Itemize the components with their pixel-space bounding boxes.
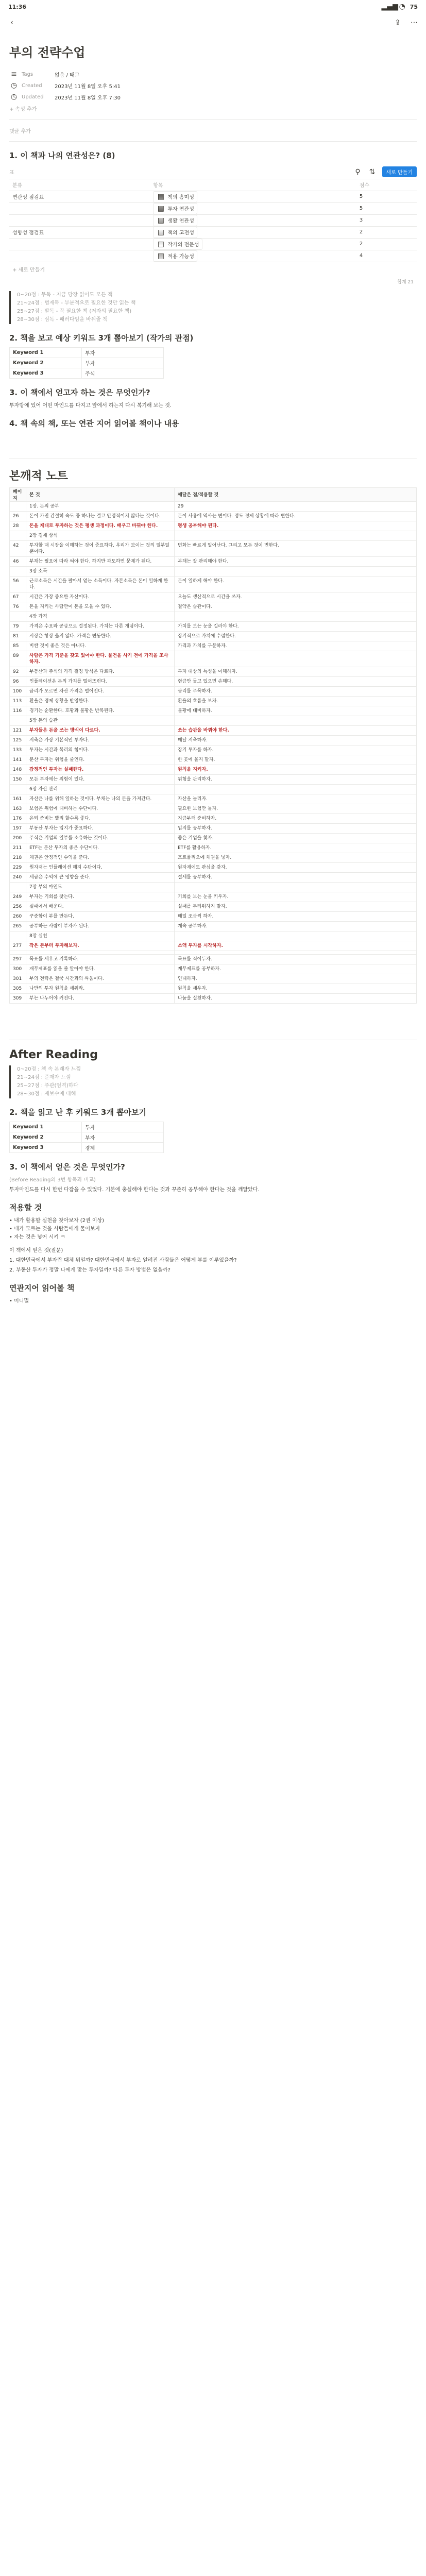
realized-cell: 인내하자. bbox=[175, 974, 417, 984]
seen-cell: 가격은 수요와 공급으로 결정된다. 가치는 다른 개념이다. bbox=[26, 621, 175, 631]
notes-row[interactable] bbox=[10, 556, 417, 566]
seen-cell: 돈을 제대로 투자하는 것은 평생 과정이다. 배우고 바꿔야 한다. bbox=[26, 521, 175, 531]
notes-row[interactable] bbox=[10, 735, 417, 745]
page-number-cell: 256 bbox=[10, 902, 26, 911]
keyword-table bbox=[9, 1122, 164, 1153]
sort-icon[interactable]: ⇅ bbox=[369, 167, 376, 176]
page-number-cell: 113 bbox=[10, 696, 26, 706]
notes-row[interactable] bbox=[10, 755, 417, 765]
column-header[interactable]: 항목 bbox=[150, 179, 356, 191]
paragraph[interactable]: 이 책에서 얻은 것(질문) bbox=[9, 1247, 63, 1253]
realized-cell: 금리를 주목하자. bbox=[175, 686, 417, 696]
page-number-cell: 79 bbox=[10, 621, 26, 631]
realized-cell: 불황에 대비하자. bbox=[175, 706, 417, 716]
page-number-cell bbox=[10, 531, 26, 540]
seen-cell: 부동산 투자는 입지가 중요하다. bbox=[26, 823, 175, 833]
seen-cell: 근로소득은 시간을 팔아서 얻는 소득이다. 자본소득은 돈이 일하게 한다. bbox=[26, 576, 175, 592]
seen-cell: 공부하는 사람이 부자가 된다. bbox=[26, 921, 175, 931]
section-heading: 2. 책을 읽고 난 후 키워드 3개 뽑아보기 bbox=[9, 1107, 146, 1117]
list-item[interactable]: • 미니멀 bbox=[9, 1297, 417, 1306]
page-number-cell: 56 bbox=[10, 576, 26, 592]
notes-row[interactable] bbox=[10, 951, 417, 954]
notes-row[interactable] bbox=[10, 774, 417, 784]
seen-cell: 5장 돈의 습관 bbox=[26, 716, 175, 725]
realized-cell: 지금부터 준비하자. bbox=[175, 814, 417, 823]
seen-cell: 은퇴 준비는 빨리 할수록 좋다. bbox=[26, 814, 175, 823]
realized-cell: 가격과 가치를 구분하자. bbox=[175, 641, 417, 651]
notes-row[interactable] bbox=[10, 576, 417, 592]
table-row[interactable]: 성향성 점검표 ▤ 책의 고전성 2 bbox=[9, 226, 417, 238]
signal-icon: ▂▄▆ bbox=[381, 3, 398, 11]
page-number-cell bbox=[10, 716, 26, 725]
page-number-cell bbox=[10, 784, 26, 794]
realized-cell: 평생 공부해야 된다. bbox=[175, 521, 417, 531]
notes-row[interactable] bbox=[10, 540, 417, 556]
realized-cell: 쓰는 습관을 바꿔야 한다. bbox=[175, 725, 417, 735]
seen-cell: 사람은 가격 기준을 갖고 있어야 한다. 물건을 사기 전에 가격을 조사하자. bbox=[26, 651, 175, 667]
table-row: Keyword 1 투자 bbox=[10, 1122, 164, 1132]
notes-row[interactable] bbox=[10, 531, 417, 540]
section-heading: 2. 책을 보고 예상 키워드 3개 뽑아보기 (작가의 관점) bbox=[9, 333, 194, 343]
seen-cell: 투자할 때 시장을 이해하는 것이 중요하다. 우리가 보이는 것의 일부일 뿐이다. bbox=[26, 540, 175, 556]
list-item[interactable]: • 자는 것은 넣어 시키 ㅋ bbox=[9, 1233, 417, 1242]
notes-row[interactable] bbox=[10, 814, 417, 823]
clock-icon: ◷ bbox=[10, 93, 18, 101]
realized-cell bbox=[175, 531, 417, 540]
page-number-cell: 265 bbox=[10, 921, 26, 931]
notes-heading: 본깨적 노트 bbox=[9, 469, 68, 483]
score-scale-quote: 0~20점 : 무독 - 지금 당장 읽어도 모든 책 21~24점 : 범재독 - 부분적으로 필요한 것만 읽는 책 25~27점 : 발독 - 꼭 필요한 책 (저자의 필요한 책) 28~30점 : 심독 - 패러다임을 바꿔줄 책 bbox=[9, 291, 417, 324]
page-number-cell: 141 bbox=[10, 755, 26, 765]
seen-cell: 부채는 필요에 따라 써야 한다. 하지만 과도하면 문제가 된다. bbox=[26, 556, 175, 566]
realized-cell: 한 곳에 몰지 말자. bbox=[175, 755, 417, 765]
column-header[interactable]: 페이지 bbox=[10, 487, 26, 501]
seen-cell: 부는 나누어야 커진다. bbox=[26, 993, 175, 1003]
realized-cell: 소액 투자를 시작하자. bbox=[175, 941, 417, 951]
realized-cell: 장기적으로 가치에 수렴한다. bbox=[175, 631, 417, 641]
realized-cell: 나눔을 실천하자. bbox=[175, 993, 417, 1003]
page-number-cell: 133 bbox=[10, 745, 26, 755]
notes-row[interactable] bbox=[10, 592, 417, 602]
realized-cell: 계속 공부하자. bbox=[175, 921, 417, 931]
notes-row[interactable] bbox=[10, 892, 417, 902]
page-number-cell: 211 bbox=[10, 843, 26, 853]
column-header[interactable]: 점수 bbox=[356, 179, 417, 191]
column-header[interactable]: 깨달은 점/적용할 것 bbox=[175, 487, 417, 501]
battery-level: 75 bbox=[410, 3, 418, 10]
notes-row[interactable] bbox=[10, 941, 417, 951]
sum-calculation[interactable]: 합계 21 bbox=[397, 279, 414, 285]
seen-cell: 경기는 순환한다. 호황과 불황은 반복된다. bbox=[26, 706, 175, 716]
status-time: 11:36 bbox=[8, 3, 27, 10]
realized-cell: 매달 저축하자. bbox=[175, 735, 417, 745]
table-row[interactable]: ▤ 적용 가능성 4 bbox=[9, 250, 417, 262]
notes-row[interactable] bbox=[10, 725, 417, 735]
page-number-cell: 309 bbox=[10, 993, 26, 1003]
seen-cell: 부자는 기회를 찾는다. bbox=[26, 892, 175, 902]
seen-cell: 돈을 지키는 사람만이 돈을 모을 수 있다. bbox=[26, 602, 175, 612]
filter-icon[interactable]: ⚲ bbox=[355, 167, 361, 176]
table-row[interactable]: ▤ 작가의 전문성 2 bbox=[9, 238, 417, 250]
section-heading: 1. 이 책과 나의 연관성은? (8) bbox=[9, 151, 115, 160]
notes-row[interactable] bbox=[10, 954, 417, 964]
realized-cell: 목표를 적어두자. bbox=[175, 954, 417, 964]
seen-cell: 부자들은 돈을 쓰는 방식이 다르다. bbox=[26, 725, 175, 735]
notes-row[interactable] bbox=[10, 566, 417, 576]
after-scale-quote: 0~20점 : 책 속 본래자 느낌 21~24점 : 준재자 느낌 25~27점 : 주관(엄격)하다 28~30점 : 재보수에 대해 bbox=[9, 1065, 417, 1098]
notes-row[interactable] bbox=[10, 667, 417, 676]
notes-row[interactable] bbox=[10, 853, 417, 862]
realized-cell: 실패를 두려워하지 말자. bbox=[175, 902, 417, 911]
realized-cell: 기회를 보는 눈을 키우자. bbox=[175, 892, 417, 902]
notes-row[interactable] bbox=[10, 984, 417, 993]
notes-table bbox=[9, 487, 417, 1004]
realized-cell: 매일 조금씩 하자. bbox=[175, 911, 417, 921]
new-row-button[interactable]: 새로 만들기 bbox=[382, 166, 417, 177]
notes-row[interactable] bbox=[10, 902, 417, 911]
realized-cell: 필요한 보험만 들자. bbox=[175, 804, 417, 814]
seen-cell: 세금은 수익에 큰 영향을 준다. bbox=[26, 872, 175, 882]
seen-cell: 모든 투자에는 위험이 있다. bbox=[26, 774, 175, 784]
page-number-cell: 161 bbox=[10, 794, 26, 804]
score-table bbox=[9, 179, 417, 262]
section-heading: 3. 이 책에서 얻은 것은 무엇인가? bbox=[9, 1162, 125, 1172]
page-number-cell bbox=[10, 566, 26, 576]
page-number-cell: 121 bbox=[10, 725, 26, 735]
notes-row[interactable] bbox=[10, 833, 417, 843]
table-row[interactable]: 연관성 점검표 ▤ 책의 흥미성 5 bbox=[9, 191, 417, 202]
realized-cell: 재무제표를 공부하자. bbox=[175, 964, 417, 974]
seen-cell: 8장 실천 bbox=[26, 931, 175, 941]
notes-row[interactable] bbox=[10, 964, 417, 974]
realized-cell: 절약은 습관이다. bbox=[175, 602, 417, 612]
realized-cell: 돈이 일하게 해야 한다. bbox=[175, 576, 417, 592]
table-row: Keyword 3 경제 bbox=[10, 1142, 164, 1153]
page-number-cell: 300 bbox=[10, 964, 26, 974]
seen-cell: 7장 부의 마인드 bbox=[26, 882, 175, 892]
realized-cell bbox=[175, 951, 417, 954]
notes-row[interactable] bbox=[10, 745, 417, 755]
page-number-cell: 260 bbox=[10, 911, 26, 921]
section-heading: 연관지어 읽어볼 책 bbox=[9, 1283, 75, 1293]
page-number-cell: 301 bbox=[10, 974, 26, 984]
page-number-cell: 100 bbox=[10, 686, 26, 696]
subheading: (Before Reading의 3번 항목과 비교) bbox=[9, 1177, 96, 1183]
realized-cell bbox=[175, 784, 417, 794]
notes-row[interactable] bbox=[10, 882, 417, 892]
realized-cell: 원칙을 지키자. bbox=[175, 765, 417, 774]
notes-row[interactable] bbox=[10, 501, 417, 511]
realized-cell: 입지를 공부하자. bbox=[175, 823, 417, 833]
notes-row[interactable] bbox=[10, 993, 417, 1003]
page-number-cell: 67 bbox=[10, 592, 26, 602]
add-row-button[interactable]: + 새로 만들기 bbox=[12, 267, 45, 273]
notes-row[interactable] bbox=[10, 921, 417, 931]
realized-cell: 부채는 잘 관리해야 한다. bbox=[175, 556, 417, 566]
realized-cell bbox=[175, 716, 417, 725]
top-nav bbox=[0, 13, 426, 32]
realized-cell: 절세를 공부하자. bbox=[175, 872, 417, 882]
apply-list bbox=[9, 1217, 417, 1242]
notes-row[interactable] bbox=[10, 784, 417, 794]
seen-cell: 작은 돈부터 투자해보자. bbox=[26, 941, 175, 951]
notes-row[interactable] bbox=[10, 676, 417, 686]
realized-cell: 장기 투자를 하자. bbox=[175, 745, 417, 755]
tag-icon: ≡ bbox=[11, 70, 17, 78]
seen-cell: 목표를 세우고 기록하라. bbox=[26, 954, 175, 964]
realized-cell: 현금만 들고 있으면 손해다. bbox=[175, 676, 417, 686]
seen-cell: 분산 투자는 위험을 줄인다. bbox=[26, 755, 175, 765]
seen-cell: 부의 전략은 결국 시간과의 싸움이다. bbox=[26, 974, 175, 984]
page-number-cell bbox=[10, 612, 26, 621]
column-header[interactable]: 본 것 bbox=[26, 487, 175, 501]
realized-cell bbox=[175, 882, 417, 892]
paragraph[interactable]: 투자방에 있어 어떤 마인드를 다지고 앞에서 하는지 다시 복기해 보는 것. bbox=[9, 402, 172, 409]
wifi-icon: ◔ bbox=[399, 3, 405, 11]
seen-cell: 돈이 가진 간절히 속도 중 하나는 결코 안정적이지 않다는 것이다. bbox=[26, 511, 175, 521]
seen-cell: 실패에서 배운다. bbox=[26, 902, 175, 911]
realized-cell: 좋은 기업을 찾자. bbox=[175, 833, 417, 843]
seen-cell: 비싼 것이 좋은 것은 아니다. bbox=[26, 641, 175, 651]
section-heading: 적용할 것 bbox=[9, 1202, 42, 1212]
notes-row[interactable] bbox=[10, 794, 417, 804]
page-number-cell: 116 bbox=[10, 706, 26, 716]
seen-cell: 나만의 투자 원칙을 세워라. bbox=[26, 984, 175, 993]
realized-cell: 원자재에도 관심을 갖자. bbox=[175, 862, 417, 872]
seen-cell: 6장 자산 관리 bbox=[26, 784, 175, 794]
seen-cell: 3장 소득 bbox=[26, 566, 175, 576]
page-number-cell: 305 bbox=[10, 984, 26, 993]
page-content bbox=[0, 42, 426, 1306]
page-number-cell bbox=[10, 501, 26, 511]
paragraph[interactable]: 1. 대한민국에서 부자란 대체 뭐일까? 대한민국에서 부자로 알려진 사람들은 어떻게 부를 이루었을까? bbox=[9, 1257, 237, 1263]
section-heading: 4. 책 속의 책, 또는 연관 지어 읽어볼 책이나 내용 bbox=[9, 418, 179, 428]
section-heading: 3. 이 책에서 얻고자 하는 것은 무엇인가? bbox=[9, 387, 150, 397]
page-number-cell: 218 bbox=[10, 853, 26, 862]
notes-row[interactable] bbox=[10, 872, 417, 882]
page-number-cell: 89 bbox=[10, 651, 26, 667]
realized-cell bbox=[175, 566, 417, 576]
page-icon: ▤ bbox=[157, 204, 164, 213]
realized-cell: 환율의 흐름을 보자. bbox=[175, 696, 417, 706]
notes-row[interactable] bbox=[10, 621, 417, 631]
realized-cell: 포트폴리오에 채권을 넣자. bbox=[175, 853, 417, 862]
add-property-button[interactable]: + 속성 추가 bbox=[9, 106, 37, 112]
page-number-cell bbox=[10, 951, 26, 954]
page-number-cell: 249 bbox=[10, 892, 26, 902]
paragraph[interactable]: 2. 부동산 투자가 정말 나에게 맞는 투자일까? 다른 투자 방법은 없을까? bbox=[9, 1267, 171, 1273]
realized-cell: 돈이 사용에 역사는 변이다. 정도 경제 상황에 따라 변한다. bbox=[175, 511, 417, 521]
page-number-cell: 85 bbox=[10, 641, 26, 651]
notes-row[interactable] bbox=[10, 931, 417, 941]
table-row[interactable]: ▤ 생활 연관성 3 bbox=[9, 214, 417, 226]
more-icon[interactable]: ⋯ bbox=[411, 19, 418, 27]
share-icon[interactable]: ⇪ bbox=[395, 19, 401, 27]
page-number-cell bbox=[10, 931, 26, 941]
realized-cell: 투자 대상의 특성을 이해하자. bbox=[175, 667, 417, 676]
seen-cell: 금리가 오르면 자산 가격은 떨어진다. bbox=[26, 686, 175, 696]
notes-row[interactable] bbox=[10, 765, 417, 774]
page-number-cell: 42 bbox=[10, 540, 26, 556]
realized-cell: ETF를 활용하자. bbox=[175, 843, 417, 853]
realized-cell bbox=[175, 651, 417, 667]
back-icon[interactable]: ‹ bbox=[10, 19, 13, 27]
seen-cell: 2장 경제 상식 bbox=[26, 531, 175, 540]
notes-row[interactable] bbox=[10, 651, 417, 667]
seen-cell: 자산은 나를 위해 일하는 것이다. 부채는 나의 돈을 가져간다. bbox=[26, 794, 175, 804]
table-row: Keyword 1 투자 bbox=[10, 347, 164, 358]
seen-cell: 4장 가격 bbox=[26, 612, 175, 621]
seen-cell: 인플레이션은 돈의 가치를 떨어뜨린다. bbox=[26, 676, 175, 686]
page-number-cell: 150 bbox=[10, 774, 26, 784]
page-number-cell: 229 bbox=[10, 862, 26, 872]
notes-row[interactable] bbox=[10, 612, 417, 621]
notes-row[interactable] bbox=[10, 862, 417, 872]
seen-cell: 채권은 안정적인 수익을 준다. bbox=[26, 853, 175, 862]
prop-row[interactable]: ◷ Created 2023년 11월 8일 오후 5:41 bbox=[9, 80, 417, 91]
column-header[interactable]: 분류 bbox=[9, 179, 150, 191]
realized-cell: 원칙을 세우자. bbox=[175, 984, 417, 993]
database-toolbar bbox=[9, 165, 417, 179]
seen-cell: 원자재는 인플레이션 헤지 수단이다. bbox=[26, 862, 175, 872]
realized-cell: 29 bbox=[175, 501, 417, 511]
page-number-cell: 197 bbox=[10, 823, 26, 833]
seen-cell: 부동산과 주식의 가격 결정 방식은 다르다. bbox=[26, 667, 175, 676]
notes-row[interactable] bbox=[10, 843, 417, 853]
notes-row[interactable] bbox=[10, 696, 417, 706]
page-number-cell: 163 bbox=[10, 804, 26, 814]
table-row: Keyword 2 부자 bbox=[10, 358, 164, 368]
realized-cell: 자산을 늘리자. bbox=[175, 794, 417, 804]
realized-cell bbox=[175, 931, 417, 941]
page-number-cell: 96 bbox=[10, 676, 26, 686]
prop-row[interactable]: ◷ Updated 2023년 11월 8일 오후 7:30 bbox=[9, 91, 417, 103]
notes-row[interactable] bbox=[10, 686, 417, 696]
divider bbox=[9, 119, 417, 120]
notes-row[interactable] bbox=[10, 716, 417, 725]
page-number-cell: 240 bbox=[10, 872, 26, 882]
realized-cell: 위험을 관리하자. bbox=[175, 774, 417, 784]
after-heading: After Reading bbox=[9, 1048, 98, 1061]
notes-row[interactable] bbox=[10, 974, 417, 984]
seen-cell: 저축은 가장 기본적인 투자다. bbox=[26, 735, 175, 745]
view-tab[interactable]: 표 bbox=[9, 170, 14, 176]
page-number-cell: 200 bbox=[10, 833, 26, 843]
clock-icon: ◷ bbox=[10, 81, 18, 90]
page-number-cell: 125 bbox=[10, 735, 26, 745]
notes-row[interactable] bbox=[10, 804, 417, 814]
notes-row[interactable] bbox=[10, 602, 417, 612]
table-row[interactable]: ▤ 투자 연관성 5 bbox=[9, 202, 417, 214]
page-number-cell: 148 bbox=[10, 765, 26, 774]
page-number-cell: 297 bbox=[10, 954, 26, 964]
page-icon: ▤ bbox=[157, 228, 164, 236]
seen-cell: 환율은 경제 상황을 반영한다. bbox=[26, 696, 175, 706]
realized-cell: 변화는 빠르게 일어난다. 그리고 모든 것이 변한다. bbox=[175, 540, 417, 556]
divider bbox=[9, 141, 417, 142]
page-number-cell: 176 bbox=[10, 814, 26, 823]
list-item[interactable]: • 내가 모르는 것을 사람들에게 물어보자 bbox=[9, 1225, 417, 1233]
page-number-cell: 277 bbox=[10, 941, 26, 951]
notes-row[interactable] bbox=[10, 823, 417, 833]
page-number-cell: 46 bbox=[10, 556, 26, 566]
realized-cell bbox=[175, 612, 417, 621]
notes-row[interactable] bbox=[10, 706, 417, 716]
notes-row[interactable] bbox=[10, 911, 417, 921]
page-number-cell: 92 bbox=[10, 667, 26, 676]
prop-row[interactable]: ≡ Tags 없음 / 태그 bbox=[9, 69, 417, 80]
notes-row[interactable] bbox=[10, 641, 417, 651]
seen-cell: 투자는 시간과 복리의 힘이다. bbox=[26, 745, 175, 755]
table-row: Keyword 3 주식 bbox=[10, 368, 164, 378]
notes-row[interactable] bbox=[10, 511, 417, 521]
notes-row[interactable] bbox=[10, 631, 417, 641]
seen-cell: 감정적인 투자는 실패한다. bbox=[26, 765, 175, 774]
page-icon: ▤ bbox=[157, 251, 164, 260]
seen-cell: 보험은 위험에 대비하는 수단이다. bbox=[26, 804, 175, 814]
paragraph[interactable]: 투자마인드를 다시 한번 다잡을 수 있었다. 기본에 충실해야 한다는 것과 꾸준히 공부해야 한다는 것을 깨달았다. bbox=[9, 1187, 260, 1193]
table-row: Keyword 2 부자 bbox=[10, 1132, 164, 1142]
seen-cell: 1장. 돈의 공부 bbox=[26, 501, 175, 511]
seen-cell: 꾸준함이 부를 만든다. bbox=[26, 911, 175, 921]
realized-cell: 가치를 보는 눈을 길러야 한다. bbox=[175, 621, 417, 631]
list-item[interactable]: • 내가 활용할 실천을 찾아보자 (2권 이상) bbox=[9, 1217, 417, 1225]
page-number-cell: 76 bbox=[10, 602, 26, 612]
page-number-cell bbox=[10, 882, 26, 892]
seen-cell: 주식은 기업의 일부를 소유하는 것이다. bbox=[26, 833, 175, 843]
related-list bbox=[9, 1297, 417, 1306]
page-number-cell: 81 bbox=[10, 631, 26, 641]
page-icon: ▤ bbox=[157, 192, 164, 201]
page-number-cell: 28 bbox=[10, 521, 26, 531]
seen-cell: 시간은 가장 중요한 자산이다. bbox=[26, 592, 175, 602]
realized-cell: 오늘도 생산적으로 시간을 쓰자. bbox=[175, 592, 417, 602]
status-bar bbox=[0, 0, 426, 13]
notes-row[interactable] bbox=[10, 521, 417, 531]
page-icon: ▤ bbox=[157, 240, 164, 248]
seen-cell: ETF는 분산 투자의 좋은 수단이다. bbox=[26, 843, 175, 853]
keyword-table bbox=[9, 347, 164, 379]
page-number-cell: 26 bbox=[10, 511, 26, 521]
page-icon: ▤ bbox=[157, 216, 164, 225]
page-title: 부의 전략수업 bbox=[9, 45, 86, 60]
add-comment-button[interactable]: 댓글 추가 bbox=[9, 128, 31, 134]
seen-cell bbox=[26, 951, 175, 954]
seen-cell: 재무제표를 읽을 줄 알아야 한다. bbox=[26, 964, 175, 974]
seen-cell: 시장은 항상 옳지 않다. 가격은 변동한다. bbox=[26, 631, 175, 641]
